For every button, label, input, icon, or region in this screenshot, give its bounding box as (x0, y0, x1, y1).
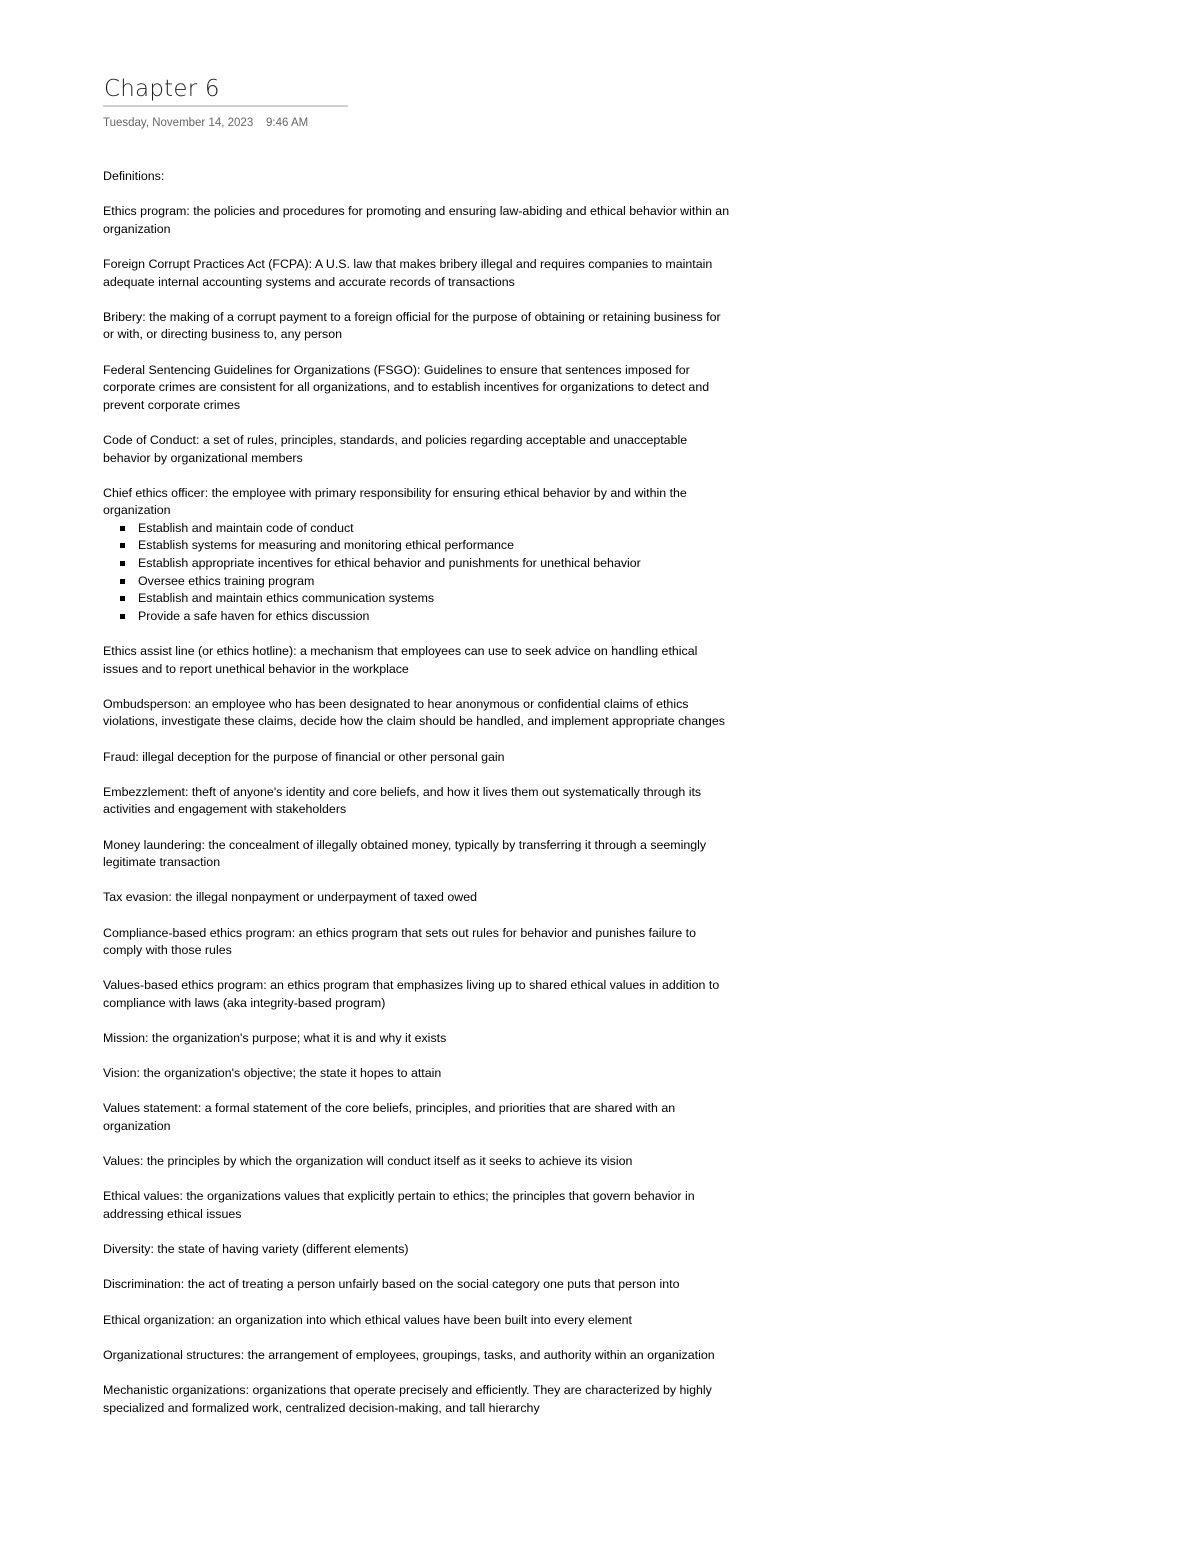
definition-discrimination: Discrimination: the act of treating a person unfairly based on the social category one puts that person into (103, 1277, 680, 1292)
page-date: Tuesday, November 14, 2023 (103, 117, 254, 129)
definition-embezzlement: Embezzlement: theft of anyone's identity and core beliefs, and how it lives them out systematically through its activities and engagement with stakeholders (103, 784, 702, 817)
notes-content[interactable] (103, 168, 733, 1435)
page-title: Chapter 6 (104, 76, 220, 102)
definition-money-laundering: Money laundering: the concealment of illegally obtained money, typically by transferring it through a seemingly legitimate transaction (103, 837, 707, 870)
definition-ethics-program: Ethics program: the policies and procedures for promoting and ensuring law-abiding and ethical behavior within an organization (103, 204, 730, 236)
definition-ethical-organization: Ethical organization: an organization into which ethical values have been built into every element (103, 1312, 632, 1327)
officer-duties-list (103, 520, 733, 626)
definition-mechanistic-organizations: Mechanistic organizations: organizations that operate precisely and efficiently. They are characterized by highly specialized and formalized work, centralized decision-making, and tall hierarchy (103, 1382, 712, 1415)
officer-duty-item: Oversee ethics training program (138, 573, 733, 591)
definition-ombudsperson: Ombudsperson: an employee who has been designated to hear anonymous or confidential claims of ethics violations, investigate these claims, decide how the claim should be handled, and implement appropriate changes (103, 696, 725, 729)
definition-diversity: Diversity: the state of having variety (different elements) (103, 1242, 409, 1257)
definition-chief-ethics-officer: Chief ethics officer: the employee with primary responsibility for ensuring ethical behavior by and within the organization (103, 485, 687, 518)
definition-values-based-program: Values-based ethics program: an ethics program that emphasizes living up to shared ethical values in addition to compliance with laws (aka integrity-based program) (103, 978, 720, 1010)
definition-values-statement: Values statement: a formal statement of the core beliefs, principles, and priorities that are shared with an organization (103, 1101, 676, 1134)
definition-fcpa: Foreign Corrupt Practices Act (FCPA): A U.S. law that makes bribery illegal and requires companies to maintain adequate internal accounting systems and accurate records of transactions (103, 256, 713, 289)
page-time: 9:46 AM (266, 117, 309, 129)
definition-vision: Vision: the organization's objective; the state it hopes to attain (103, 1066, 442, 1081)
page-timestamp (103, 117, 308, 129)
definition-organizational-structures: Organizational structures: the arrangement of employees, groupings, tasks, and authority within an organization (103, 1347, 715, 1362)
definition-tax-evasion: Tax evasion: the illegal nonpayment or underpayment of taxed owed (103, 890, 478, 905)
definition-fsgo: Federal Sentencing Guidelines for Organizations (FSGO): Guidelines to ensure that sentences imposed for corporate crimes are consistent for all organizations, and to establish incentives for organizations to detect and prevent corporate crimes (103, 362, 710, 412)
definition-compliance-based-program: Compliance-based ethics program: an ethics program that sets out rules for behavior and punishes failure to comply with those rules (103, 925, 697, 958)
definition-ethics-assist-line: Ethics assist line (or ethics hotline): a mechanism that employees can use to seek advice on handling ethical issues and to report unethical behavior in the workplace (103, 644, 698, 676)
definition-ethical-values: Ethical values: the organizations values that explicitly pertain to ethics; the principles that govern behavior in addressing ethical issues (103, 1189, 695, 1222)
officer-duty-item: Provide a safe haven for ethics discussion (138, 608, 733, 626)
definition-mission: Mission: the organization's purpose; what it is and why it exists (103, 1031, 447, 1046)
definitions-heading: Definitions: (103, 169, 165, 183)
title-underline (103, 105, 348, 107)
officer-duty-item: Establish systems for measuring and monitoring ethical performance (138, 537, 733, 555)
officer-duty-item: Establish appropriate incentives for ethical behavior and punishments for unethical behavior (138, 555, 733, 573)
definition-values: Values: the principles by which the organization will conduct itself as it seeks to achieve its vision (103, 1154, 633, 1169)
definition-fraud: Fraud: illegal deception for the purpose of financial or other personal gain (103, 749, 505, 764)
officer-duty-item: Establish and maintain ethics communication systems (138, 590, 733, 608)
officer-duty-item: Establish and maintain code of conduct (138, 520, 733, 538)
definition-bribery: Bribery: the making of a corrupt payment to a foreign official for the purpose of obtaining or retaining business for or with, or directing business to, any person (103, 309, 721, 342)
definition-code-of-conduct: Code of Conduct: a set of rules, principles, standards, and policies regarding acceptable and unacceptable behavior by organizational members (103, 432, 688, 465)
